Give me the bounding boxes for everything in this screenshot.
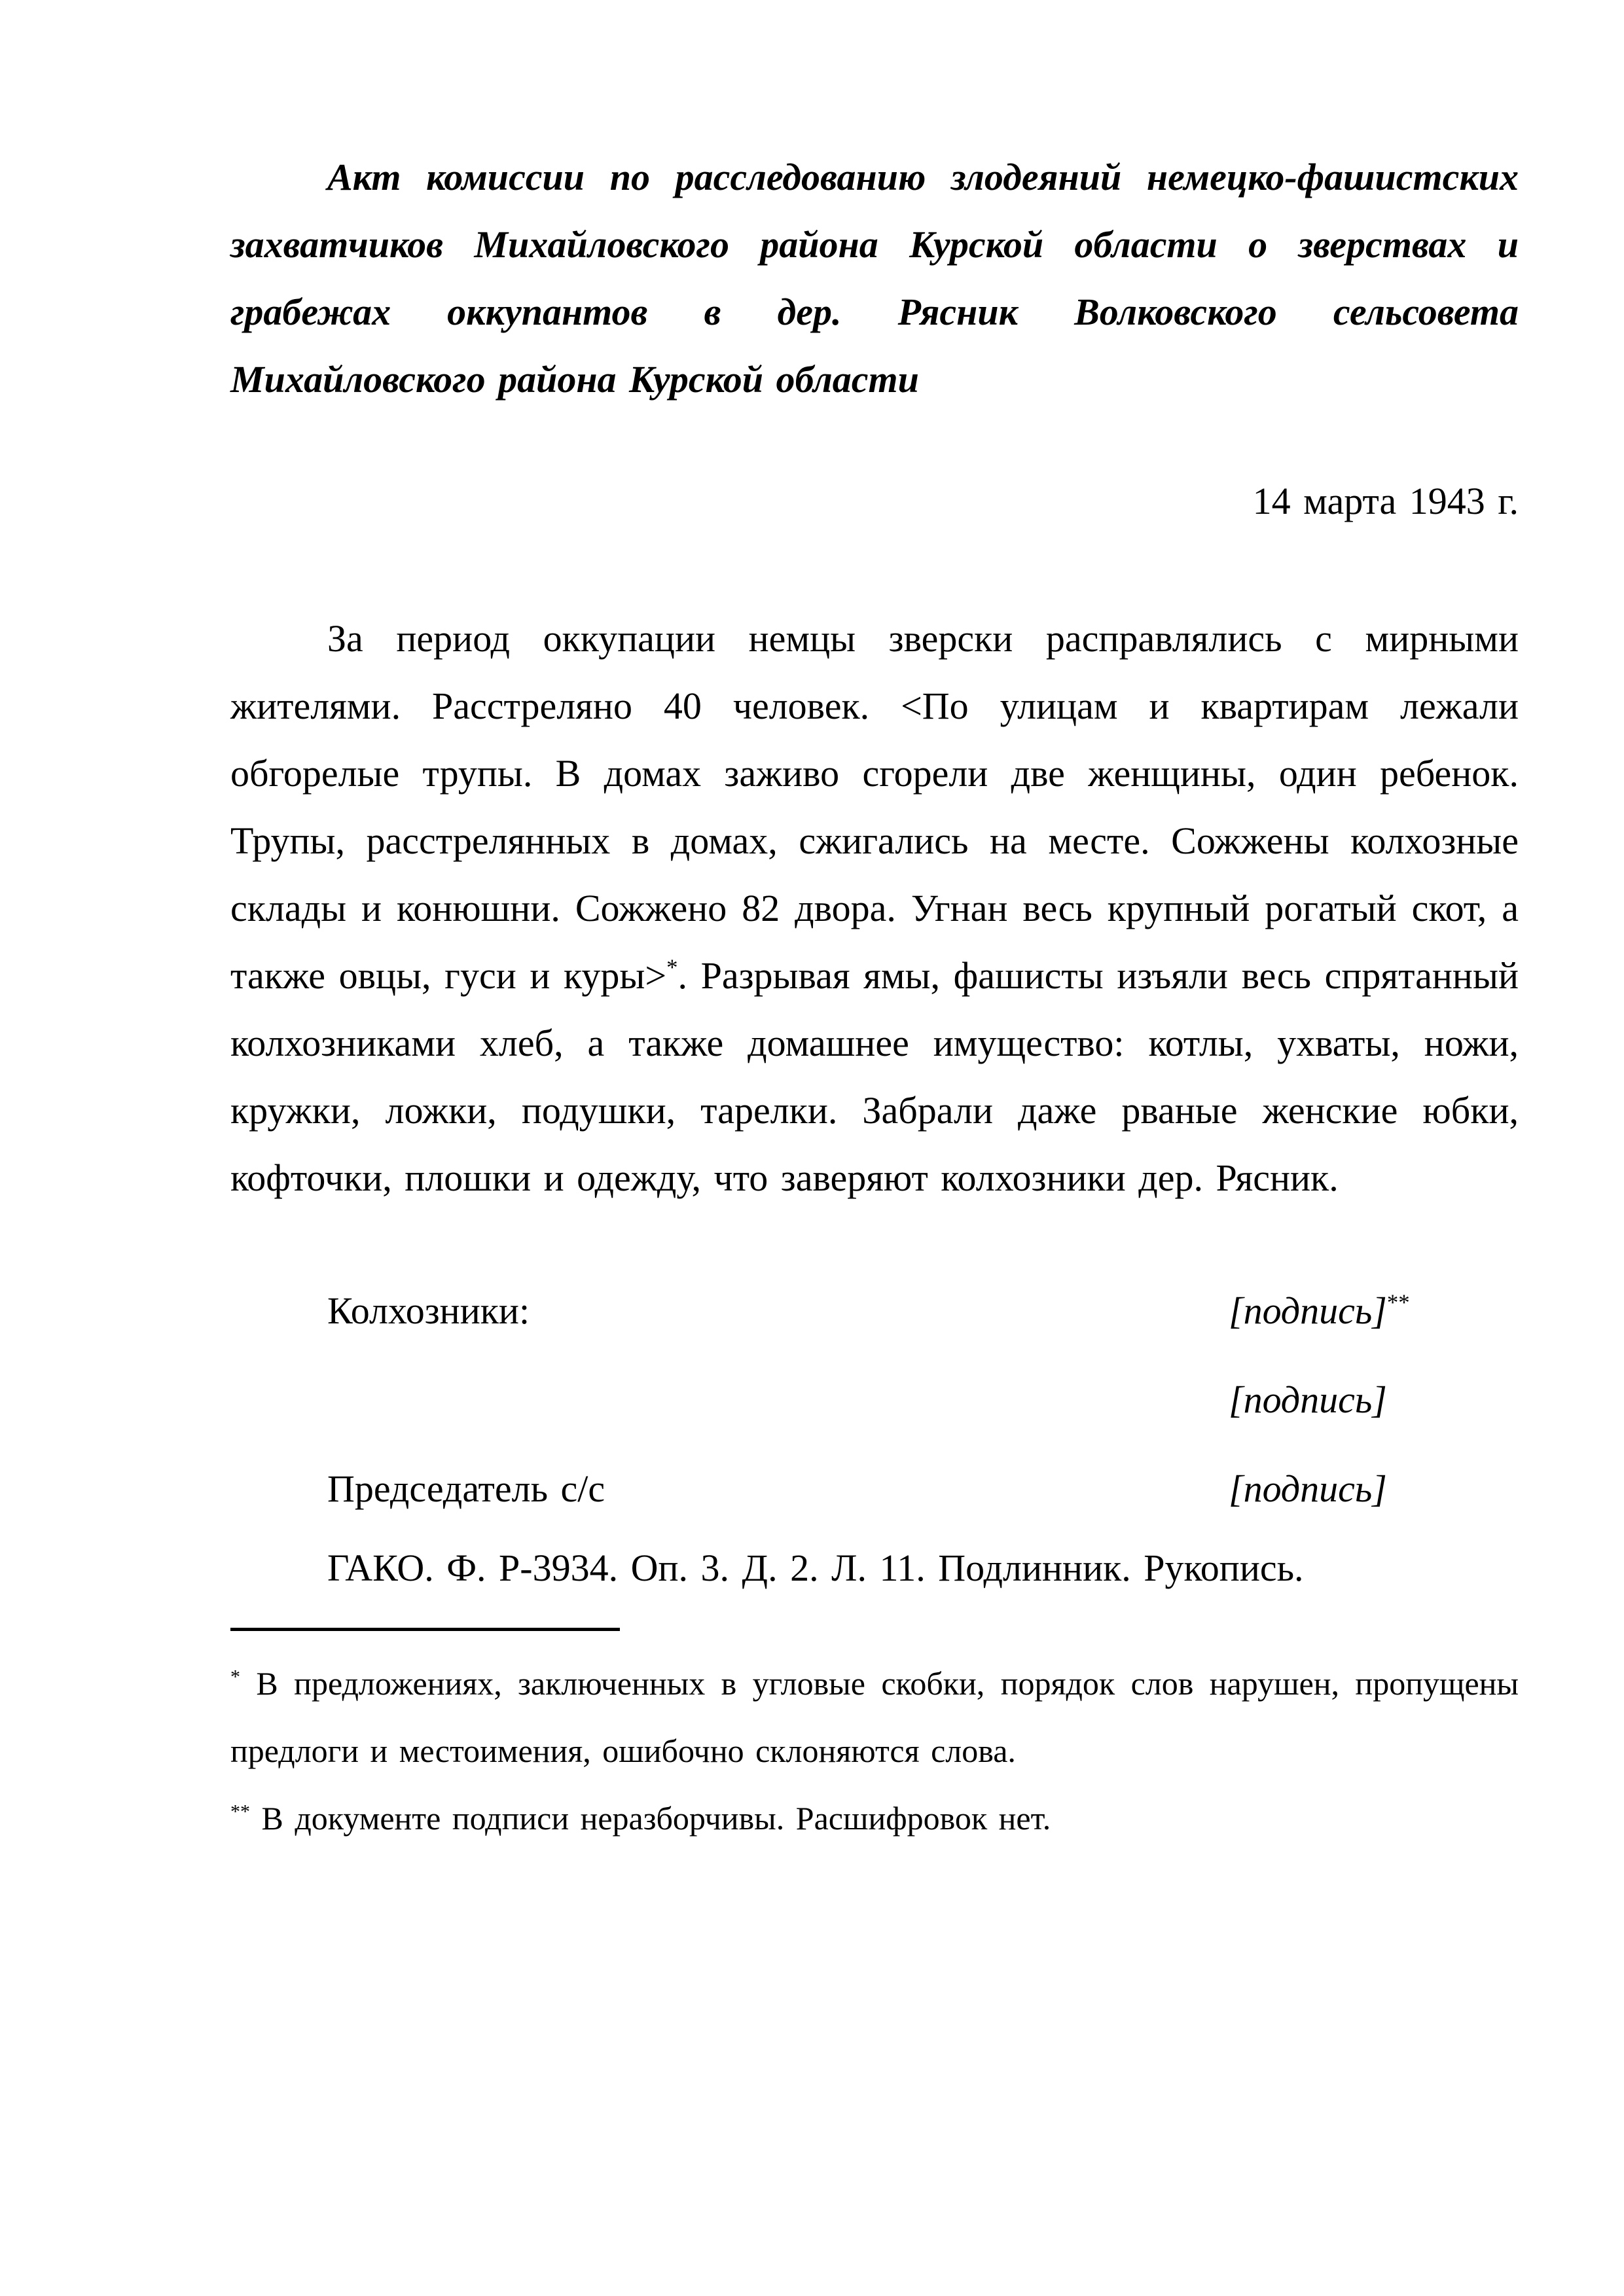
footnote-marker: ** xyxy=(230,1801,250,1823)
body-text-before-marker: За период оккупации немцы зверски расправлялись с мирными жителями. Расстреляно 40 человек. <По улицам и квартирам лежали обгорелые трупы. В домах заживо сгорели две женщины, один ребенок. Трупы, расстрелянных в домах, сжигались на месте. Сожжены колхозные склады и конюшни. Сожжено 82 двора. Угнан весь крупный рогатый скот, а также овцы, гуси и куры> xyxy=(230,617,1519,997)
signature-row xyxy=(230,1266,1519,1355)
signature-value xyxy=(1229,1355,1387,1444)
signature-footnote-ref: ** xyxy=(1386,1289,1410,1316)
footnote-text: В предложениях, заключенных в угловые скобки, порядок слов нарушен, пропущены предлоги и местоимения, ошибочно склоняются слова. xyxy=(230,1665,1519,1769)
signature-value xyxy=(1229,1444,1387,1534)
body-text-after-marker: . Разрывая ямы, фашисты изъяли весь спрятанный колхозниками хлеб, а также домашнее имущество: котлы, ухваты, ножи, кружки, ложки, подушки, тарелки. Забрали даже рваные женские юбки, кофточки, плошки и одежду, что заверяют колхозники дер. Рясник. xyxy=(230,954,1519,1199)
signature-text: [подпись] xyxy=(1229,1467,1387,1510)
footnote xyxy=(230,1785,1519,1852)
footnote-text: В документе подписи неразборчивы. Расшифровок нет. xyxy=(261,1800,1051,1837)
signature-text: [подпись] xyxy=(1229,1289,1387,1332)
archive-reference: ГАКО. Ф. Р-3934. Оп. 3. Д. 2. Л. 11. Подлинник. Рукопись. xyxy=(327,1547,1304,1589)
signature-label: Колхозники: xyxy=(327,1289,530,1332)
signature-value xyxy=(1229,1266,1410,1355)
document-date: 14 марта 1943 г. xyxy=(1252,480,1519,522)
signature-text: [подпись] xyxy=(1229,1378,1387,1421)
footnote-marker: * xyxy=(230,1666,240,1688)
signature-row xyxy=(230,1355,1519,1444)
footnotes-section xyxy=(230,1650,1519,1852)
footnote-separator-rule xyxy=(230,1628,620,1631)
signature-row xyxy=(230,1444,1519,1534)
signature-block xyxy=(230,1266,1519,1534)
document-title: Акт комиссии по расследованию злодеяний немецко-фашистских захватчиков Михайловского района Курской области о зверствах и грабежах оккупантов в дер. Рясник Волковского сельсовета Михайловского района Курской области xyxy=(230,156,1519,401)
signature-label: Председатель с/с xyxy=(327,1467,605,1510)
footnote xyxy=(230,1650,1519,1785)
body-paragraph xyxy=(230,605,1519,1211)
body-footnote-ref: * xyxy=(666,954,678,980)
